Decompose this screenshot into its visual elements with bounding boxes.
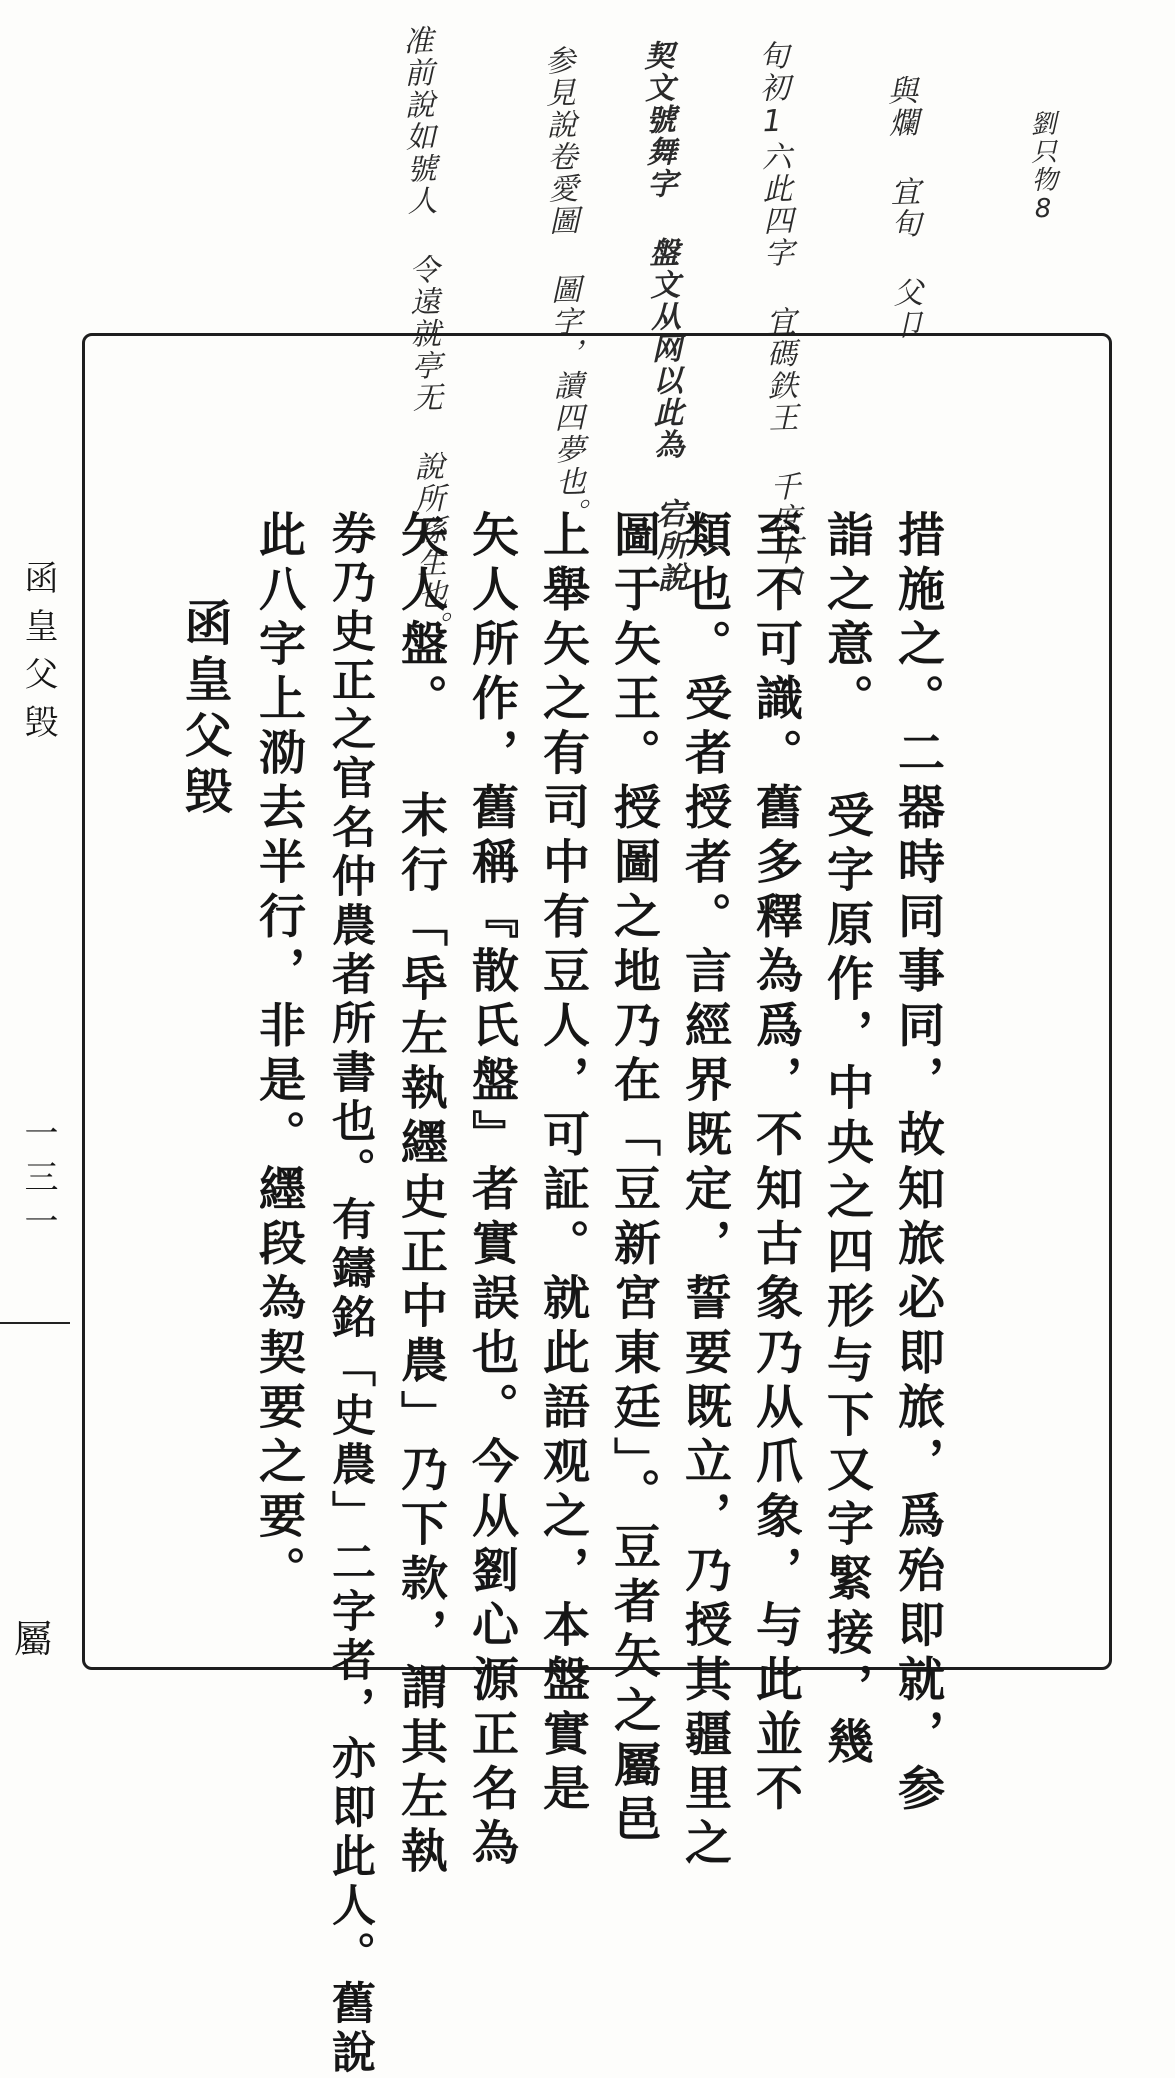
text-column: 措施之。二器時同事同，故知旅必即旅，爲殆即就，参 [890, 510, 945, 1818]
handwritten-notes [340, 20, 1170, 644]
text-column: 券乃史正之官名仲農者所書也。有鑄銘「史農」二字者，亦即此人。舊說 [324, 510, 375, 2078]
text-column: 矢人所作，舊稱『散氏盤』者實誤也。今从劉心源正名為 [464, 510, 519, 1873]
text-column: 此八字上泐去半行，非是。纆段為契要之要。 [251, 510, 306, 1600]
margin-title: 函皇父毁 [18, 560, 58, 752]
text-column: 矢人盤。 末行「氒左執纆史正中農」乃下款，謂其左執 [393, 510, 448, 1881]
note-column: 與爛 宜旬 父卩 [881, 74, 924, 342]
margin-divider [0, 1322, 70, 1324]
margin-bottom-char: 屬 [14, 1617, 53, 1661]
text-column: 詣之意。 受字原作，中央之四形与下又字緊接，幾 [819, 510, 874, 1772]
main-text-body [243, 510, 953, 2078]
note-column: 旬初1六此四字 宜碼鉄王 千庶下口 [752, 39, 803, 600]
note-column: 劉只物8 [1025, 109, 1059, 227]
page-number: 一三一 [18, 1115, 58, 1247]
note-column: 契文號舞字 盤文从网以此為 宕所說 [637, 39, 688, 595]
note-column: 准前說如號人 令遠就亭无 說所孫生也。 [396, 24, 449, 644]
text-column: 圖于矢王。授圖之地乃在「豆新宮東廷」。豆者矢之屬邑 [606, 510, 661, 1849]
section-title: 函皇父毁 [176, 598, 232, 822]
text-column: 至不可識。舊多釋為爲，不知古象乃从爪象，与此並不 [748, 510, 803, 1818]
text-column: 類也。受者授者。言經界既定，誓要既立，乃授其疆里之 [677, 510, 732, 1873]
text-column: 上舉矢之有司中有豆人，可証。就此語观之，本盤實是 [535, 510, 590, 1818]
note-column: 参見說卷愛圖 圖字，讀四夢也。 [538, 44, 587, 531]
